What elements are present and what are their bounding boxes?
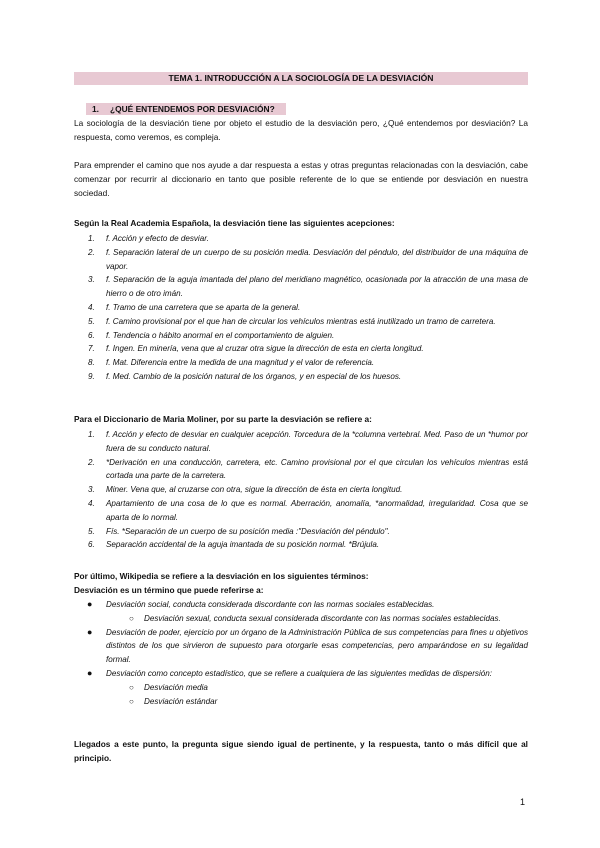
list-item: 5. Fís. *Separación de un cuerpo de su posición media :"Desviación del péndulo". bbox=[88, 526, 390, 536]
list-item: 1. f. Acción y efecto de desviar. bbox=[88, 234, 209, 243]
section-title: ¿QUÉ ENTENDEMOS POR DESVIACIÓN? bbox=[110, 104, 275, 114]
list-item: 8. f. Mat. Diferencia entre la medida de una magnitud y el valor de referencia. bbox=[88, 358, 375, 368]
section-heading bbox=[86, 103, 286, 115]
list-item: 9. f. Med. Cambio de la posición natural de los órganos, y en especial de los huesos. bbox=[88, 371, 402, 381]
list-item: 6. f. Tendencia o hábito anormal en el comportamiento de alguien. bbox=[88, 330, 335, 340]
rae-lead: Según la Real Academia Española, la desviación tiene las siguientes acepciones: bbox=[74, 218, 395, 228]
list-item: ● Desviación de poder, ejercicio por un órgano de la Administración Pública de sus competencias para fines u objetivos distintos de los que sirvieron de supuesto para otorgarle esas competencias, pero amparándose en su legalidad formal. bbox=[87, 626, 528, 665]
list-item: 4. f. Tramo de una carretera que se aparta de la general. bbox=[88, 302, 301, 312]
section-number: 1. bbox=[92, 104, 99, 114]
list-item: 1. f. Acción y efecto de desviar en cualquier acepción. Torcedura de la *columna vertebral. Med. Paso de un *humor por fuera de su conducto natural. bbox=[88, 430, 528, 453]
moliner-list bbox=[74, 428, 528, 552]
list-item: ○ Desviación sexual, conducta sexual considerada discordante con las normas sociales establecidas. bbox=[129, 613, 501, 623]
list-item: 3. Miner. Vena que, al cruzarse con otra, sigue la dirección de ésta en cierta longitud. bbox=[88, 485, 403, 495]
intro-paragraph-2: Para emprender el camino que nos ayude a dar respuesta a estas y otras preguntas relacionadas con la desviación, cabe comenzar por recurrir al diccionario en tanto que posible referente de lo que se entiende por desviación en nuestra sociedad. bbox=[74, 160, 528, 198]
list-item: ● Desviación social, conducta considerada discordante con las normas sociales establecidas. bbox=[87, 599, 435, 609]
closing-paragraph: Llegados a este punto, la pregunta sigue siendo igual de pertinente, y la respuesta, tanto o más difícil que al principio. bbox=[74, 739, 528, 763]
intro-paragraph-1: La sociología de la desviación tiene por objeto el estudio de la desviación pero, ¿Qué entendemos por desviación? La respuesta, como veremos, es compleja. bbox=[74, 118, 528, 142]
wiki-lead-2: Desviación es un término que puede referirse a: bbox=[74, 585, 264, 595]
list-item: 2. *Derivación en una conducción, carretera, etc. Camino provisional por el que circulan los vehículos mientras está cortada una parte de la carretera. bbox=[88, 457, 528, 481]
document-title: TEMA 1. INTRODUCCIÓN A LA SOCIOLOGÍA DE LA DESVIACIÓN bbox=[74, 72, 528, 85]
list-item: 3. f. Separación de la aguja imantada del plano del meridiano magnético, ocasionada por la atracción de una masa de hierro o de otro imán. bbox=[88, 275, 528, 299]
wiki-lead-1: Por último, Wikipedia se refiere a la desviación en los siguientes términos: bbox=[74, 571, 369, 581]
list-item: 7. f. Ingen. En minería, vena que al cruzar otra sigue la dirección de esta en cierta longitud. bbox=[88, 344, 424, 354]
list-item: ● Desviación como concepto estadístico, que se refiere a cualquiera de las siguientes medidas de dispersión: bbox=[87, 667, 493, 678]
moliner-lead: Para el Diccionario de Maria Moliner, por su parte la desviación se refiere a: bbox=[74, 414, 372, 424]
list-item: 2. f. Separación lateral de un cuerpo de su posición media. Desviación del péndulo, del distribuidor de una máquina de vapor. bbox=[88, 247, 528, 271]
list-item: ○ Desviación estándar bbox=[129, 696, 218, 706]
list-item: 5. f. Camino provisional por el que han de circular los vehículos mientras está inutilizado un tramo de carretera. bbox=[88, 316, 496, 326]
list-item: ○ Desviación media bbox=[129, 682, 208, 692]
list-item: 6. Separación accidental de la aguja imantada de su posición normal. *Brújula. bbox=[88, 540, 380, 550]
wiki-list bbox=[74, 598, 528, 708]
list-item: 4. Apartamiento de una cosa de lo que es normal. Aberración, anomalía, *anormalidad, irregularidad. Cosa que se aparta de lo normal. bbox=[88, 498, 528, 522]
rae-list bbox=[74, 232, 528, 384]
page-number: 1 bbox=[520, 797, 526, 807]
